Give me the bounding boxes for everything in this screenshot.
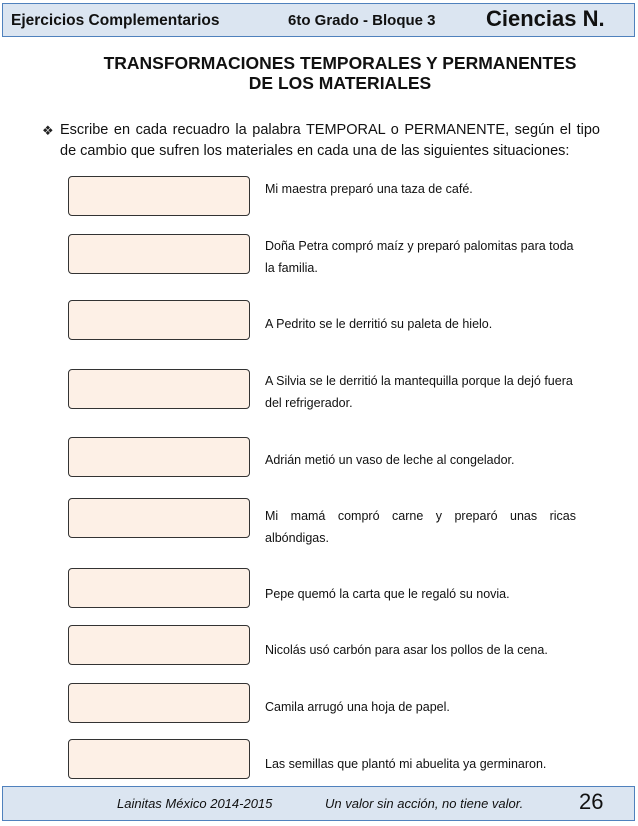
situation-text-8: Nicolás usó carbón para asar los pollos de la cena. bbox=[265, 643, 548, 657]
instruction bbox=[42, 120, 600, 162]
header-band bbox=[2, 3, 635, 37]
header-grade-block: 6to Grado - Bloque 3 bbox=[288, 12, 436, 29]
footer-credit: Lainitas México 2014-2015 bbox=[117, 796, 273, 811]
answer-box-6[interactable] bbox=[68, 498, 250, 538]
answer-box-4[interactable] bbox=[68, 369, 250, 409]
page-title-line-1: TRANSFORMACIONES TEMPORALES Y PERMANENTES bbox=[103, 53, 577, 73]
situation-text-1: Mi maestra preparó una taza de café. bbox=[265, 182, 473, 196]
footer-motto: Un valor sin acción, no tiene valor. bbox=[325, 796, 524, 811]
page-title bbox=[60, 53, 620, 93]
situation-text-9: Camila arrugó una hoja de papel. bbox=[265, 700, 450, 714]
page-number: 26 bbox=[579, 789, 604, 814]
situation-text-7: Pepe quemó la carta que le regaló su novia. bbox=[265, 587, 510, 601]
header-subject-series: Ejercicios Complementarios bbox=[11, 12, 220, 29]
answer-box-2[interactable] bbox=[68, 234, 250, 274]
header-course: Ciencias N. bbox=[486, 6, 605, 31]
situation-text-2: Doña Petra compró maíz y preparó palomitas para toda la familia. bbox=[265, 239, 574, 275]
page-title-line-2: DE LOS MATERIALES bbox=[248, 73, 432, 93]
situation-text-10: Las semillas que plantó mi abuelita ya germinaron. bbox=[265, 757, 547, 771]
answer-box-8[interactable] bbox=[68, 625, 250, 665]
instruction-text: Escribe en cada recuadro la palabra TEMPORAL o PERMANENTE, según el tipo de cambio que sufren los materiales en cada una de las siguientes situaciones: bbox=[60, 122, 600, 159]
answer-box-5[interactable] bbox=[68, 437, 250, 477]
diamond-bullet-icon: ❖ bbox=[42, 123, 54, 138]
answer-box-7[interactable] bbox=[68, 568, 250, 608]
answer-box-3[interactable] bbox=[68, 300, 250, 340]
answer-box-1[interactable] bbox=[68, 176, 250, 216]
situation-text-3: A Pedrito se le derritió su paleta de hielo. bbox=[265, 317, 493, 331]
situation-text-5: Adrián metió un vaso de leche al congelador. bbox=[265, 453, 515, 467]
situation-text-4: A Silvia se le derritió la mantequilla porque la dejó fuera del refrigerador. bbox=[265, 374, 573, 410]
answer-box-9[interactable] bbox=[68, 683, 250, 723]
answer-box-10[interactable] bbox=[68, 739, 250, 779]
situation-text-6: Mi mamá compró carne y preparó unas ricas albóndigas. bbox=[265, 509, 576, 545]
footer-band bbox=[2, 786, 635, 821]
